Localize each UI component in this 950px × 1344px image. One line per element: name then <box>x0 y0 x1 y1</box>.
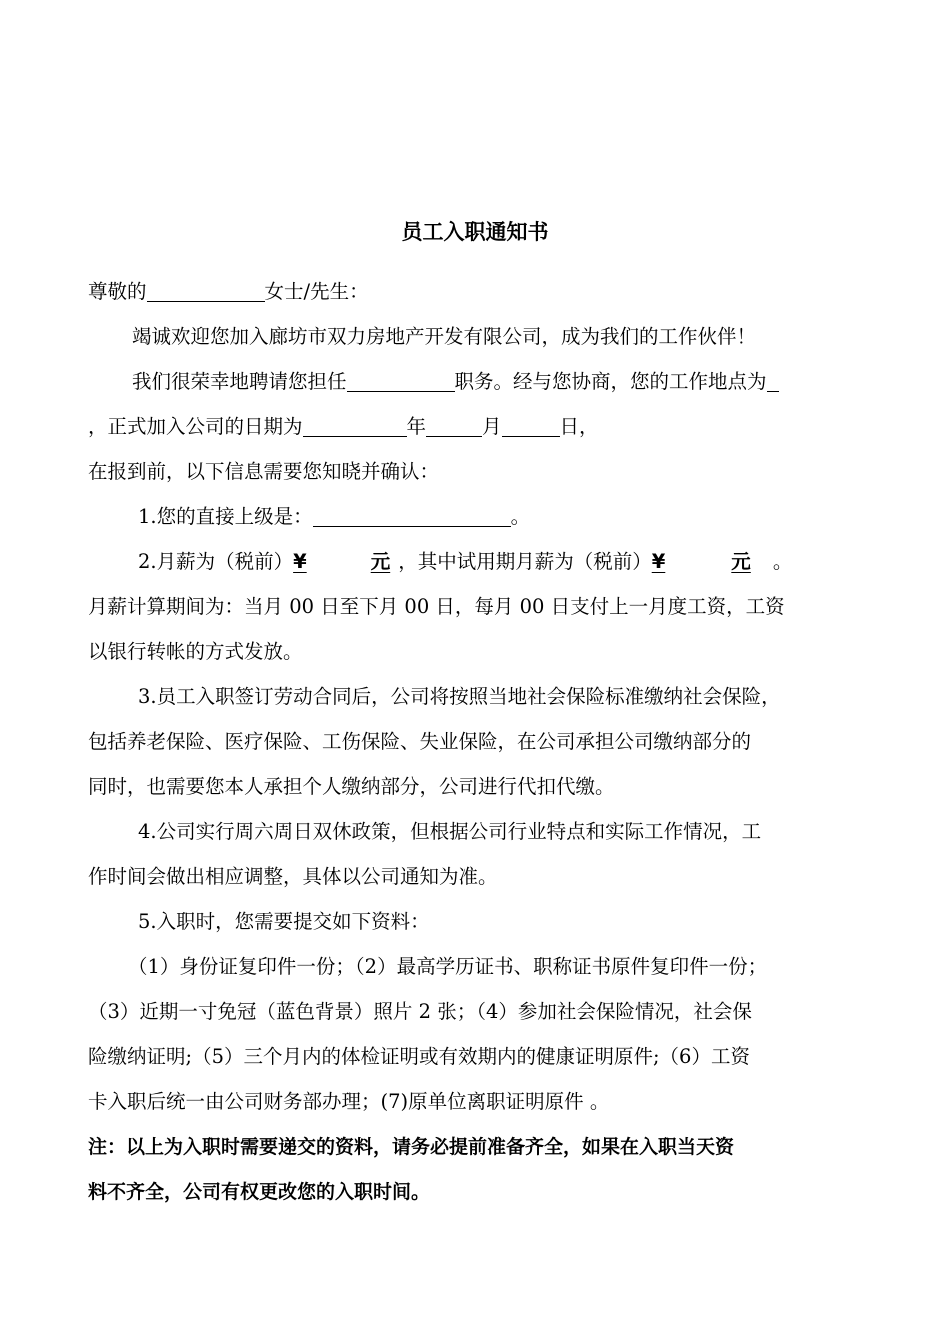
day-label: 日， <box>559 415 599 438</box>
date-prefix: ，正式加入公司的日期为 <box>88 415 303 438</box>
confirm-intro: 在报到前，以下信息需要您知晓并确认： <box>88 460 440 483</box>
salary-field[interactable] <box>293 550 398 573</box>
note-line-1: 注：以上为入职时需要递交的资料，请务必提前准备齐全，如果在入职当天资 <box>88 1136 735 1158</box>
item-3-line-1: 3.员工入职签订劳动合同后，公司将按照当地社会保险标准缴纳社会保险， <box>138 685 781 708</box>
name-blank[interactable] <box>147 279 265 302</box>
item-4-line-1: 4.公司实行周六周日双休政策，但根据公司行业特点和实际工作情况，工 <box>138 820 762 843</box>
year-blank[interactable] <box>303 414 407 437</box>
workplace-blank[interactable] <box>767 369 779 392</box>
supervisor-blank[interactable] <box>313 504 511 527</box>
year-label: 年 <box>406 415 427 438</box>
position-prefix: 我们很荣幸地聘请您担任 <box>132 370 347 393</box>
item-5-line-1: 5.入职时，您需要提交如下资料： <box>138 910 430 933</box>
probation-salary-field[interactable] <box>652 550 773 573</box>
greeting-line <box>88 277 878 307</box>
item-2-line-1 <box>138 547 878 577</box>
note-line-2: 料不齐全，公司有权更改您的入职时间。 <box>88 1181 431 1203</box>
document-title: 员工入职通知书 <box>401 220 549 244</box>
item-5-line-3: （3）近期一寸免冠（蓝色背景）照片 2 张；（4）参加社会保险情况，社会保 <box>88 1000 752 1023</box>
month-label: 月 <box>482 415 502 438</box>
item-2-suffix: 。 <box>772 550 793 573</box>
month-blank[interactable] <box>426 414 482 437</box>
item-5-line-5: 卡入职后统一由公司财务部办理；(7)原单位离职证明原件 。 <box>88 1090 610 1113</box>
item-3-line-3: 同时，也需要您本人承担个人缴纳部分，公司进行代扣代缴。 <box>88 775 615 798</box>
date-line <box>88 412 878 442</box>
item-1 <box>138 502 878 532</box>
item-1-prefix: 1.您的直接上级是： <box>138 505 313 528</box>
salary-currency: ¥ <box>293 550 307 573</box>
probation-currency: ¥ <box>651 550 666 573</box>
position-blank[interactable] <box>347 369 455 392</box>
item-2-line-3: 以银行转帐的方式发放。 <box>88 640 303 663</box>
item-2-middle: ，其中试用期月薪为（税前） <box>398 550 652 573</box>
item-3-line-2: 包括养老保险、医疗保险、工伤保险、失业保险，在公司承担公司缴纳部分的 <box>88 730 752 753</box>
item-1-suffix: 。 <box>510 505 531 528</box>
position-line <box>132 367 878 397</box>
greeting-suffix: 女士/先生： <box>264 280 369 303</box>
item-2-line-2: 月薪计算期间为：当月 00 日至下月 00 日，每月 00 日支付上一月度工资，工资 <box>88 595 785 618</box>
salary-unit: 元 <box>370 550 391 573</box>
position-middle: 职务。经与您协商，您的工作地点为 <box>454 370 767 393</box>
item-2-prefix: 2.月薪为（税前） <box>138 550 294 573</box>
item-4-line-2: 作时间会做出相应调整，具体以公司通知为准。 <box>88 865 498 888</box>
item-5-line-4: 险缴纳证明;（5）三个月内的体检证明或有效期内的健康证明原件;（6）工资 <box>88 1045 750 1068</box>
welcome-line: 竭诚欢迎您加入廊坊市双力房地产开发有限公司，成为我们的工作伙伴！ <box>132 325 757 348</box>
probation-unit: 元 <box>731 550 751 573</box>
greeting-prefix: 尊敬的 <box>88 280 147 303</box>
day-blank[interactable] <box>502 414 560 437</box>
item-5-line-2: （1）身份证复印件一份；（2）最高学历证书、职称证书原件复印件一份； <box>128 955 768 978</box>
